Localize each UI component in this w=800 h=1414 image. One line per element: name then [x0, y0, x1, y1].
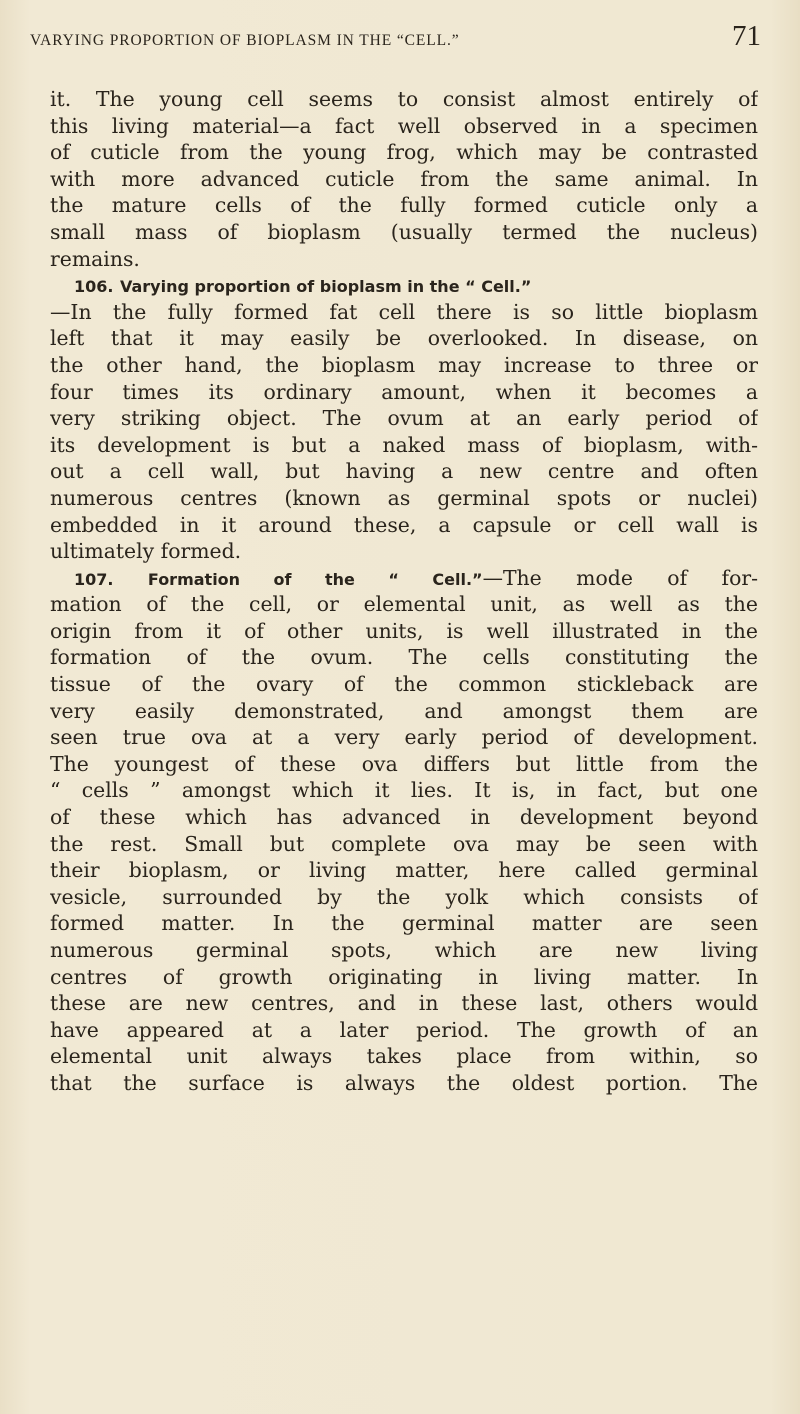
text-line: small mass of bioplasm (usually termed the nucleus)	[50, 219, 758, 244]
text-line: —In the fully formed fat cell there is so little bioplasm	[50, 299, 758, 324]
text-line: centres of growth originating in living matter. In	[50, 964, 758, 989]
text-line: the rest. Small but complete ova may be seen with	[50, 831, 758, 856]
text-line: very easily demonstrated, and amongst them are	[50, 698, 758, 723]
text-line: formed matter. In the germinal matter are seen	[50, 911, 758, 936]
text-line: the other hand, the bioplasm may increase to three or	[50, 352, 758, 377]
text-line: with more advanced cuticle from the same animal. In	[50, 166, 758, 191]
section-number: 107.	[74, 569, 114, 589]
text-line: origin from it of other units, is well illustrated in the	[50, 618, 758, 643]
text-line: “ cells ” amongst which it lies. It is, in fact, but one	[50, 778, 758, 803]
section-title: Formation of the “ Cell.”	[147, 569, 483, 589]
text-line: have appeared at a later period. The growth of an	[50, 1017, 758, 1042]
running-head: VARYING PROPORTION OF BIOPLASM IN THE “CELL.”	[30, 32, 460, 49]
section-heading-107	[50, 565, 758, 592]
text-line: The youngest of these ova differs but little from the	[50, 751, 758, 776]
text-line: formation of the ovum. The cells constituting the	[50, 645, 758, 670]
text-line: ultimately formed.	[50, 539, 242, 564]
text-line: embedded in it around these, a capsule or cell wall is	[50, 512, 758, 537]
section-title: Varying proportion of bioplasm in the “ Cell.”	[119, 277, 532, 297]
section-heading-106	[50, 272, 758, 299]
section-first-line: —The mode of for-	[482, 565, 758, 590]
text-line: very striking object. The ovum at an early period of	[50, 406, 758, 431]
text-line: numerous germinal spots, which are new living	[50, 938, 758, 962]
text-line: elemental unit always takes place from within, so	[50, 1044, 758, 1069]
text-line: these are new centres, and in these last, others would	[50, 991, 758, 1016]
text-line: vesicle, surrounded by the yolk which consists of	[50, 884, 758, 909]
section-number: 106.	[74, 277, 114, 297]
text-line: left that it may easily be overlooked. In disease, on	[50, 326, 758, 351]
text-line: that the surface is always the oldest portion. The	[50, 1070, 758, 1095]
text-line: tissue of the ovary of the common stickleback are	[50, 672, 758, 697]
text-line: this living material—a fact well observed in a specimen	[50, 113, 758, 138]
text-line: of cuticle from the young frog, which may be contrasted	[50, 140, 758, 165]
text-line: out a cell wall, but having a new centre and often	[50, 459, 758, 484]
text-line: remains.	[50, 246, 140, 271]
text-line: it. The young cell seems to consist almost entirely of	[50, 87, 758, 111]
text-line: the mature cells of the fully formed cuticle only a	[50, 193, 758, 218]
text-line: its development is but a naked mass of bioplasm, with-	[50, 432, 758, 457]
body-text	[50, 86, 758, 1097]
text-line: seen true ova at a very early period of development.	[50, 725, 758, 750]
text-line: numerous centres (known as germinal spots or nuclei)	[50, 485, 758, 510]
text-line: four times its ordinary amount, when it becomes a	[50, 379, 758, 404]
text-line: of these which has advanced in development beyond	[50, 805, 758, 830]
text-line: their bioplasm, or living matter, here called germinal	[50, 858, 758, 883]
page-number: 71	[732, 20, 761, 52]
text-line: mation of the cell, or elemental unit, as well as the	[50, 592, 758, 617]
